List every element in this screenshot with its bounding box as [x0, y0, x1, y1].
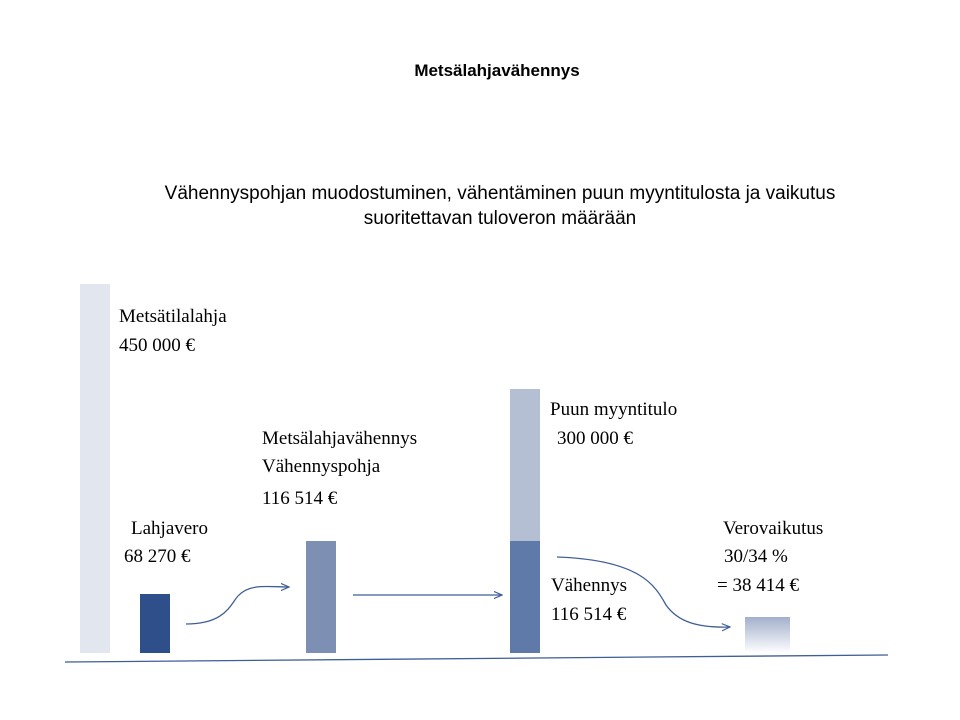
tax-effect-result: = 38 414 € [717, 575, 799, 596]
gift-tax-value: 68 270 € [124, 546, 191, 567]
deduction-base-value: 116 514 € [262, 488, 338, 509]
deduction-base-label-2: Vähennyspohja [262, 456, 381, 477]
tax-effect-rate: 30/34 % [724, 546, 788, 567]
deduction-label: Vähennys [551, 575, 627, 596]
deduction-base-label-1: Metsälahjavähennys [262, 428, 418, 449]
timber-income-label: Puun myyntitulo [550, 399, 678, 420]
forest-gift-label: Metsätilalahja [119, 306, 227, 327]
tax-effect-label: Verovaikutus [723, 518, 824, 539]
gift-tax-label: Lahjavero [131, 518, 209, 539]
timber-income-value: 300 000 € [557, 428, 633, 449]
subtitle-line-2: suoritettavan tuloveron määrään [363, 208, 637, 229]
arrow-tax-to-base [186, 586, 289, 624]
baseline [65, 655, 888, 662]
deduction-value: 116 514 € [551, 604, 627, 625]
page-title: Metsälahjavähennys [414, 61, 580, 80]
forest-gift-value: 450 000 € [119, 335, 195, 356]
subtitle-line-1: Vähennyspohjan muodostuminen, vähentäminen puun myyntitulosta ja vaikutus [164, 183, 836, 204]
